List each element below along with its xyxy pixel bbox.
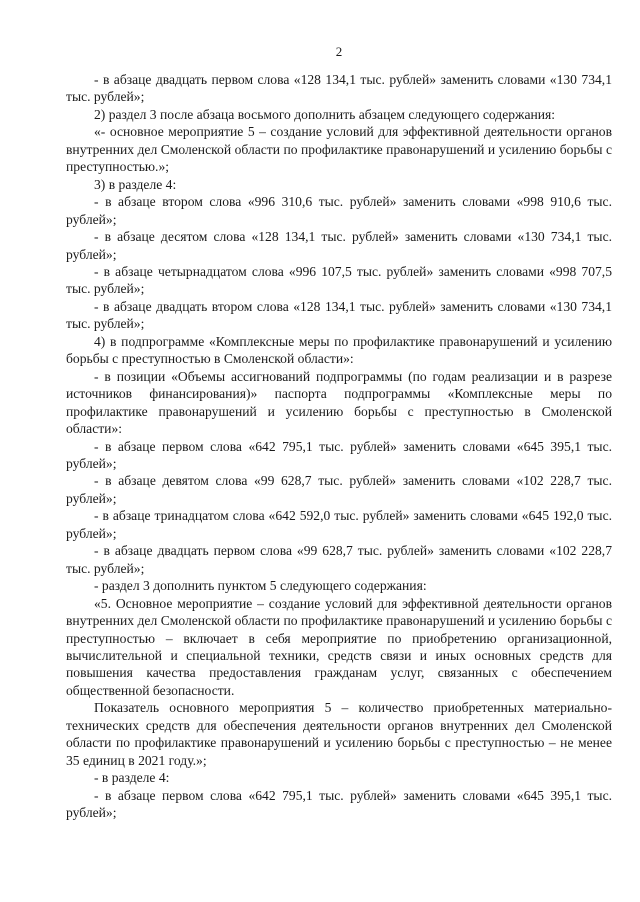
paragraph: - в абзаце тринадцатом слова «642 592,0 тыс. рублей» заменить словами «645 192,0 тыс. рублей»;	[66, 508, 612, 541]
paragraph: - в абзаце двадцать первом слова «128 134,1 тыс. рублей» заменить словами «130 734,1 тыс. рублей»;	[66, 72, 612, 105]
paragraph: 3) в разделе 4:	[94, 176, 177, 192]
paragraph: - в позиции «Объемы ассигнований подпрограммы (по годам реализации и в разрезе источников финансирования)» паспорта подпрограммы «Комплексные меры по профилактике правонарушений и усилению борьбы с преступностью в Смоленской области»:	[66, 368, 612, 437]
paragraph: - в абзаце двадцать втором слова «128 134,1 тыс. рублей» заменить словами «130 734,1 тыс. рублей»;	[66, 298, 612, 332]
paragraph: - в абзаце двадцать первом слова «99 628,7 тыс. рублей» заменить словами «102 228,7 тыс. рублей»;	[66, 543, 612, 576]
paragraph: - в абзаце первом слова «642 795,1 тыс. рублей» заменить словами «645 395,1 тыс. рублей»;	[66, 438, 612, 471]
paragraph: - в разделе 4:	[94, 770, 170, 786]
page-number: 2	[335, 44, 343, 59]
document-body	[66, 71, 612, 821]
paragraph: - в абзаце девятом слова «99 628,7 тыс. рублей» заменить словами «102 228,7 тыс. рублей»;	[66, 473, 612, 506]
paragraph: - в абзаце десятом слова «128 134,1 тыс. рублей» заменить словами «130 734,1 тыс. рублей»;	[66, 229, 612, 262]
paragraph: - в абзаце первом слова «642 795,1 тыс. рублей» заменить словами «645 395,1 тыс. рублей»;	[66, 787, 612, 821]
paragraph: - в абзаце втором слова «996 310,6 тыс. рублей» заменить словами «998 910,6 тыс. рублей»;	[66, 194, 612, 227]
paragraph: 4) в подпрограмме «Комплексные меры по профилактике правонарушений и усилению борьбы с преступностью в Смоленской области»:	[66, 333, 612, 367]
paragraph: 2) раздел 3 после абзаца восьмого дополнить абзацем следующего содержания:	[94, 106, 556, 122]
paragraph: - раздел 3 дополнить пунктом 5 следующего содержания:	[94, 578, 427, 594]
paragraph: Показатель основного мероприятия 5 – количество приобретенных материально-технических средств для обеспечения деятельности органов внутренних дел Смоленской области по профилактике правонарушений и усилению борьбы с преступностью – не менее 35 единиц в 2021 году.»;	[66, 700, 612, 768]
paragraph: «5. Основное мероприятие – создание условий для эффективной деятельности органов внутренних дел Смоленской области по профилактике правонарушений и усилению борьбы с преступностью – включает в себя мероприятие по приобретению организационной, вычислительной и специальной техники, средств связи и иных основных средств для повышения качества предоставления гражданам услуг, связанных с обеспечением общественной безопасности.	[66, 595, 612, 698]
paragraph: - в абзаце четырнадцатом слова «996 107,5 тыс. рублей» заменить словами «998 707,5 тыс. рублей»;	[66, 263, 612, 297]
paragraph: «- основное мероприятие 5 – создание условий для эффективной деятельности органов внутренних дел Смоленской области по профилактике правонарушений и усилению борьбы с преступностью.»;	[66, 124, 612, 175]
